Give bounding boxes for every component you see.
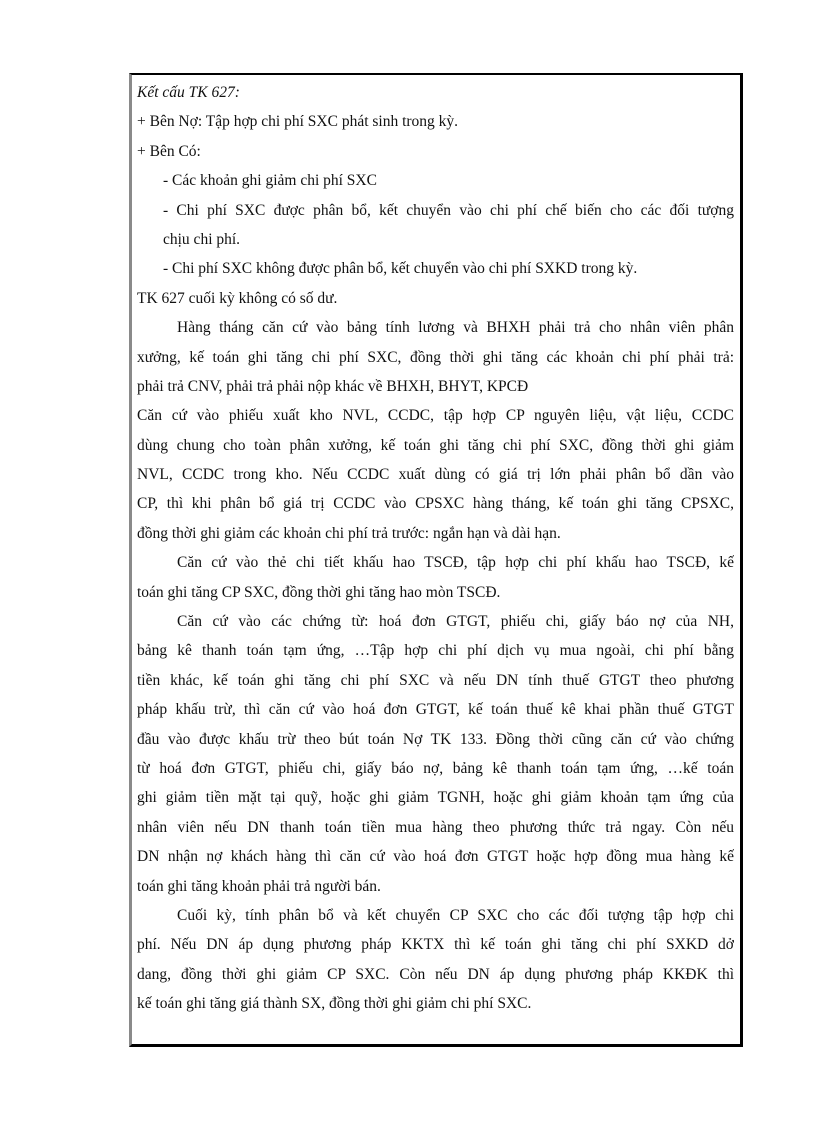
text-line: kế toán ghi tăng giá thành SX, đồng thời ghi giảm chi phí SXC. (137, 995, 532, 1013)
text-line: Căn cứ vào phiếu xuất kho NVL, CCDC, tập hợp CP nguyên liệu, vật liệu, CCDC (137, 407, 734, 425)
text-line: bảng kê thanh toán tạm ứng, …Tập hợp chi phí dịch vụ mua ngoài, chi phí bằng (137, 642, 734, 660)
text-line: NVL, CCDC trong kho. Nếu CCDC xuất dùng có giá trị lớn phải phân bổ dần vào (137, 466, 734, 484)
text-line: ghi giảm tiền mặt tại quỹ, hoặc ghi giảm TGNH, hoặc ghi giảm khoản tạm ứng của (137, 789, 734, 807)
text-line: - Chi phí SXC không được phân bổ, kết chuyển vào chi phí SXKD trong kỳ. (163, 260, 638, 278)
text-line: dùng chung cho toàn phân xưởng, kế toán ghi tăng chi phí SXC, đồng thời ghi giảm (137, 436, 734, 454)
text-line: DN nhận nợ khách hàng thì căn cứ vào hoá đơn GTGT hoặc hợp đồng mua hàng kế (137, 848, 734, 866)
text-line: xưởng, kế toán ghi tăng chi phí SXC, đồng thời ghi tăng các khoản chi phí phải trả: (137, 348, 734, 366)
document-frame (129, 73, 743, 1047)
text-line: + Bên Nợ: Tập hợp chi phí SXC phát sinh trong kỳ. (137, 113, 459, 131)
text-line: đầu vào được khấu trừ theo bút toán Nợ TK 133. Đồng thời cũng căn cứ vào chứng (137, 730, 734, 748)
text-line: Cuối kỳ, tính phân bổ và kết chuyển CP SXC cho các đối tượng tập hợp chi (177, 906, 734, 924)
body-text (137, 107, 734, 1018)
text-line: tiền khác, kế toán ghi tăng chi phí SXC và nếu DN tính thuế GTGT theo phương (137, 671, 734, 689)
text-line: phí. Nếu DN áp dụng phương pháp KKTX thì kế toán ghi tăng chi phí SXKD dở (137, 936, 734, 954)
text-line: CP, thì khi phân bổ giá trị CCDC vào CPSXC hàng tháng, kế toán ghi tăng CPSXC, (137, 495, 734, 513)
text-line: Căn cứ vào thẻ chi tiết khấu hao TSCĐ, tập hợp chi phí khấu hao TSCĐ, kế (177, 554, 734, 572)
text-line: từ hoá đơn GTGT, phiếu chi, giấy báo nợ, bảng kê thanh toán tạm ứng, …kế toán (137, 759, 734, 777)
text-line: đồng thời ghi giảm các khoản chi phí trả trước: ngắn hạn và dài hạn. (137, 524, 561, 542)
section-heading: Kết cấu TK 627: (137, 84, 240, 101)
text-line: toán ghi tăng khoản phải trả người bán. (137, 877, 381, 895)
text-line: - Các khoản ghi giảm chi phí SXC (163, 172, 377, 190)
text-line: Căn cứ vào các chứng từ: hoá đơn GTGT, phiếu chi, giấy báo nợ của NH, (177, 613, 734, 631)
text-line: - Chi phí SXC được phân bổ, kết chuyển vào chi phí chế biến cho các đối tượng (163, 201, 734, 219)
text-line: Hàng tháng căn cứ vào bảng tính lương và BHXH phải trả cho nhân viên phân (177, 319, 734, 337)
text-line: + Bên Có: (137, 142, 201, 160)
text-line: pháp khấu trừ, thì căn cứ vào hoá đơn GTGT, kế toán thuế kê khai phần thuế GTGT (137, 701, 734, 719)
text-line: TK 627 cuối kỳ không có số dư. (137, 289, 338, 307)
text-line: toán ghi tăng CP SXC, đồng thời ghi tăng hao mòn TSCĐ. (137, 583, 501, 601)
text-line: dang, đồng thời ghi giảm CP SXC. Còn nếu DN áp dụng phương pháp KKĐK thì (137, 965, 734, 983)
text-line: nhân viên nếu DN thanh toán tiền mua hàng theo phương thức trả ngay. Còn nếu (137, 818, 734, 836)
text-line: chịu chi phí. (163, 230, 241, 248)
text-line: phải trả CNV, phải trả phải nộp khác về BHXH, BHYT, KPCĐ (137, 377, 529, 395)
